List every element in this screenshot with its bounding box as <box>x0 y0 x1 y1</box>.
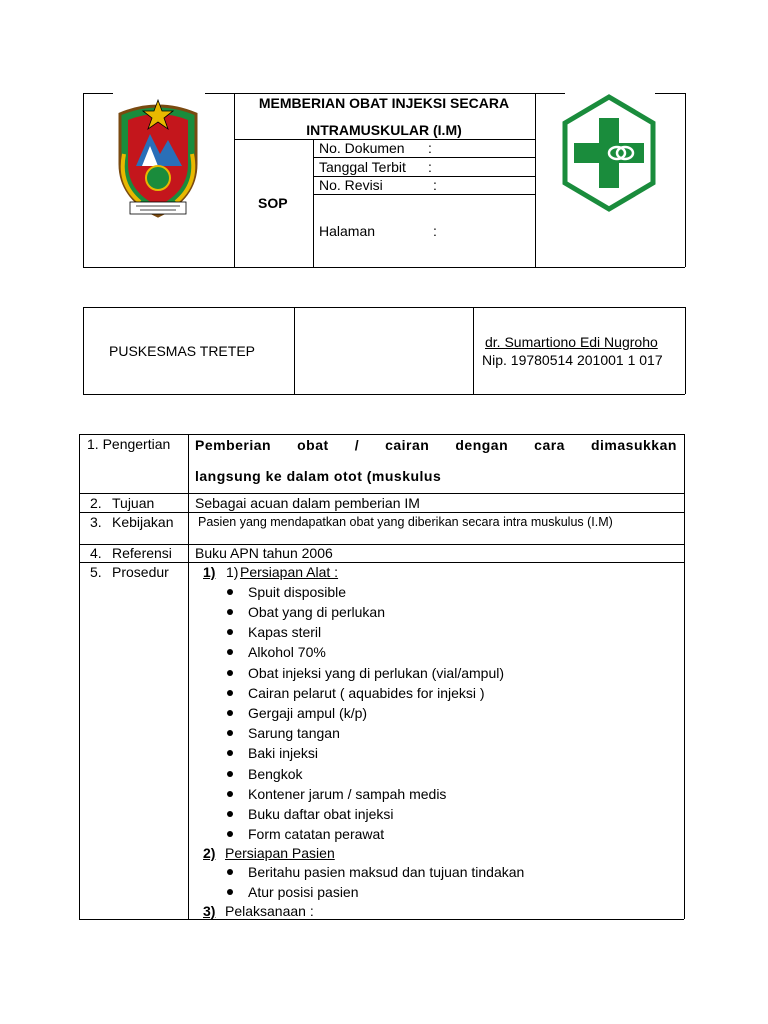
field-no-revisi-label: No. Revisi <box>319 177 383 193</box>
bullet <box>227 750 233 756</box>
pengertian-word: / <box>354 437 360 453</box>
field-no-revisi-sep: : <box>433 177 437 193</box>
pengertian-text-line1 <box>195 437 677 453</box>
label-pengertian: 1. Pengertian <box>87 436 171 452</box>
regency-emblem-logo <box>110 94 206 222</box>
pengertian-word: dimasukkan <box>590 437 677 453</box>
list-item: Atur posisi pasien <box>248 884 359 900</box>
list-item: Buku daftar obat injeksi <box>248 806 394 822</box>
pengertian-word: cairan <box>385 437 430 453</box>
field-halaman-label: Halaman <box>319 223 376 239</box>
list-item: Obat injeksi yang di perlukan (vial/ampul) <box>248 665 505 681</box>
document-title-line2: INTRAMUSKULAR (I.M) <box>306 122 462 138</box>
field-no-dokumen-label: No. Dokumen <box>319 140 405 156</box>
step2-number: 2) <box>203 845 216 861</box>
bullet <box>227 831 233 837</box>
pengertian-text-line2: langsung ke dalam otot (muskulus <box>195 468 442 484</box>
bullet <box>227 609 233 615</box>
bullet <box>227 869 233 875</box>
label-kebijakan: Kebijakan <box>112 514 174 530</box>
list-item: Alkohol 70% <box>248 644 326 660</box>
pengertian-word: obat <box>297 437 329 453</box>
label-referensi: Referensi <box>112 545 172 561</box>
bullet <box>227 889 233 895</box>
field-halaman-sep: : <box>433 223 437 239</box>
signer-nip: Nip. 19780514 201001 1 017 <box>482 352 663 368</box>
pengertian-word: cara <box>534 437 565 453</box>
list-item: Cairan pelarut ( aquabides for injeksi ) <box>248 685 485 701</box>
tujuan-text: Sebagai acuan dalam pemberian IM <box>195 495 420 511</box>
step3-number: 3) <box>203 903 216 919</box>
step2-title: Persiapan Pasien <box>225 845 335 861</box>
bullet <box>227 771 233 777</box>
field-tanggal-terbit-sep: : <box>428 159 432 175</box>
list-item: Sarung tangan <box>248 725 340 741</box>
bullet <box>227 730 233 736</box>
field-tanggal-terbit-label: Tanggal Terbit <box>319 159 406 175</box>
bullet <box>227 589 233 595</box>
step1-prefix: 1) <box>226 564 239 580</box>
signer-name: dr. Sumartiono Edi Nugroho <box>485 334 658 350</box>
list-item: Beritahu pasien maksud dan tujuan tindakan <box>248 864 525 880</box>
kebijakan-text: Pasien yang mendapatkan obat yang diberikan secara intra muskulus (I.M) <box>198 515 613 529</box>
list-item: Obat yang di perlukan <box>248 604 385 620</box>
num-kebijakan: 3. <box>90 514 102 530</box>
num-prosedur: 5. <box>90 564 102 580</box>
bullet <box>227 670 233 676</box>
bullet <box>227 811 233 817</box>
bullet <box>227 690 233 696</box>
list-item: Bengkok <box>248 766 303 782</box>
list-item: Kontener jarum / sampah medis <box>248 786 447 802</box>
num-referensi: 4. <box>90 545 102 561</box>
step1-title: Persiapan Alat : <box>240 564 339 580</box>
pengertian-word: dengan <box>455 437 509 453</box>
list-item: Gergaji ampul (k/p) <box>248 705 368 721</box>
bullet <box>227 710 233 716</box>
bullet <box>227 649 233 655</box>
field-no-dokumen-sep: : <box>428 140 432 156</box>
label-prosedur: Prosedur <box>112 564 169 580</box>
pengertian-word: Pemberian <box>195 437 272 453</box>
list-item: Form catatan perawat <box>248 826 385 842</box>
step3-title: Pelaksanaan : <box>225 903 314 919</box>
puskesmas-logo <box>561 94 657 212</box>
list-item: Baki injeksi <box>248 745 319 761</box>
step1-number: 1) <box>203 564 216 580</box>
bullet <box>227 791 233 797</box>
list-item: Spuit disposible <box>248 584 347 600</box>
referensi-text: Buku APN tahun 2006 <box>195 545 333 561</box>
bullet <box>227 629 233 635</box>
list-item: Kapas steril <box>248 624 322 640</box>
document-title-line1: MEMBERIAN OBAT INJEKSI SECARA <box>258 95 510 111</box>
puskesmas-name: PUSKESMAS TRETEP <box>109 343 256 359</box>
label-tujuan: Tujuan <box>112 495 155 511</box>
sop-label: SOP <box>258 195 288 211</box>
num-tujuan: 2. <box>90 495 102 511</box>
